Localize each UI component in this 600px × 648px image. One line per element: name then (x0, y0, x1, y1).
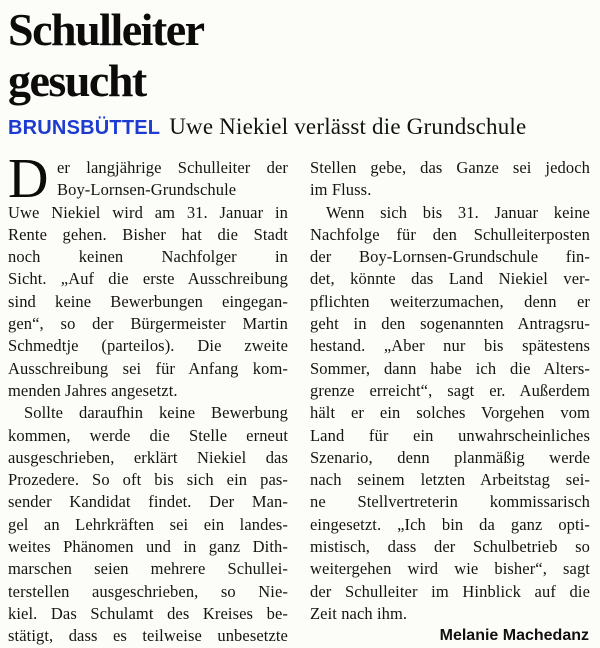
text-line: Sicht. „Auf die erste Ausschreibung (8, 269, 288, 289)
text-line: Land für ein unwahrscheinliches (310, 425, 590, 445)
text-line: hestand. „Aber nur bis spätestens (310, 336, 590, 356)
text-line: Schmedtje (parteilos). Die zweite (8, 336, 288, 356)
headline (8, 4, 590, 106)
kicker-location: BRUNSBÜTTEL (8, 117, 161, 139)
text-line: marschen seien mehrere Schullei- (8, 559, 288, 579)
text-line: Wenn sich bis 31. Januar keine (326, 202, 590, 222)
headline-line-2: gesucht (8, 55, 146, 106)
text-line: ausgeschrieben, erklärt Niekiel das (8, 447, 288, 467)
text-line: im Fluss. (310, 180, 372, 200)
text-line: weitergehen wird wie bisher“, sagt (310, 559, 590, 579)
text-line: gel an Lehrkräften sei ein landes- (8, 514, 288, 534)
text-line: kommen, werde die Stelle erneut (8, 425, 288, 445)
drop-cap: D (8, 148, 49, 210)
column-right-lines (310, 157, 590, 625)
column-left (8, 148, 288, 648)
text-line: Boy-Lornsen-Grundschule (57, 180, 237, 200)
text-line: ne Stellvertreterin kommissarisch (310, 492, 590, 512)
column-right (310, 157, 590, 648)
text-line: mistisch, dass der Schulbetrieb so (310, 537, 590, 557)
text-line: Sommer, dann habe ich die Alters- (310, 358, 590, 378)
text-line: Uwe Niekiel wird am 31. Januar in (8, 202, 288, 222)
text-line: stätigt, dass es teilweise unbesetzte (8, 626, 288, 646)
text-line: Sollte daraufhin keine Bewerbung (24, 403, 288, 423)
text-line: geht in den sogenannten Antragsru- (310, 314, 590, 334)
text-line: menden Jahres angesetzt. (8, 380, 178, 400)
deck (8, 114, 590, 146)
text-line: er langjährige Schulleiter der (57, 158, 288, 177)
text-line: Zeit nach ihm. (310, 603, 408, 623)
text-line: eingesetzt. „Ich bin da ganz opti- (310, 514, 590, 534)
text-line: der Boy-Lornsen-Grundschule fin- (310, 247, 590, 267)
text-line: Stellen gebe, das Ganze sei jedoch (310, 158, 590, 177)
text-line: sender Kandidat findet. Der Man- (8, 492, 288, 512)
text-line: Nachfolge für den Schulleiterposten (310, 224, 590, 244)
text-line: det, könnte das Land Niekiel ver- (310, 269, 590, 289)
byline-author: Melanie Machedanz (439, 627, 589, 645)
text-line: Ausschreibung sei für Anfang kom- (8, 358, 288, 378)
text-line: Rente gehen. Bisher hat die Stadt (8, 224, 288, 244)
text-line: gen“, so der Bürgermeister Martin (8, 314, 288, 334)
text-line: noch keinen Nachfolger in (8, 247, 288, 267)
headline-line-1: Schulleiter (8, 4, 204, 55)
article-body (8, 148, 590, 648)
subhead: Uwe Niekiel verlässt die Grundschule (169, 114, 527, 139)
text-line: der Schulleiter im Hinblick auf die (310, 581, 590, 601)
text-line: sind keine Bewerbungen eingegan- (8, 291, 288, 311)
text-line: kiel. Das Schulamt des Kreises be- (8, 603, 288, 623)
text-line: hält er ein solches Vorgehen vom (310, 403, 590, 423)
text-line: Prozedere. So oft bis sich ein pas- (8, 470, 288, 490)
text-line: Szenario, denn planmäßig werde (310, 447, 590, 467)
text-line: grenze erreicht“, sagt er. Außerdem (310, 380, 590, 400)
text-line: weites Phänomen und in ganz Dith- (8, 537, 288, 557)
text-line: nach seinem letzten Arbeitstag sei- (310, 470, 590, 490)
column-left-lines (8, 148, 288, 648)
text-line: terstellen ausgeschrieben, so Nie- (8, 581, 288, 601)
text-line: pflichten weiterzumachen, denn er (310, 291, 590, 311)
